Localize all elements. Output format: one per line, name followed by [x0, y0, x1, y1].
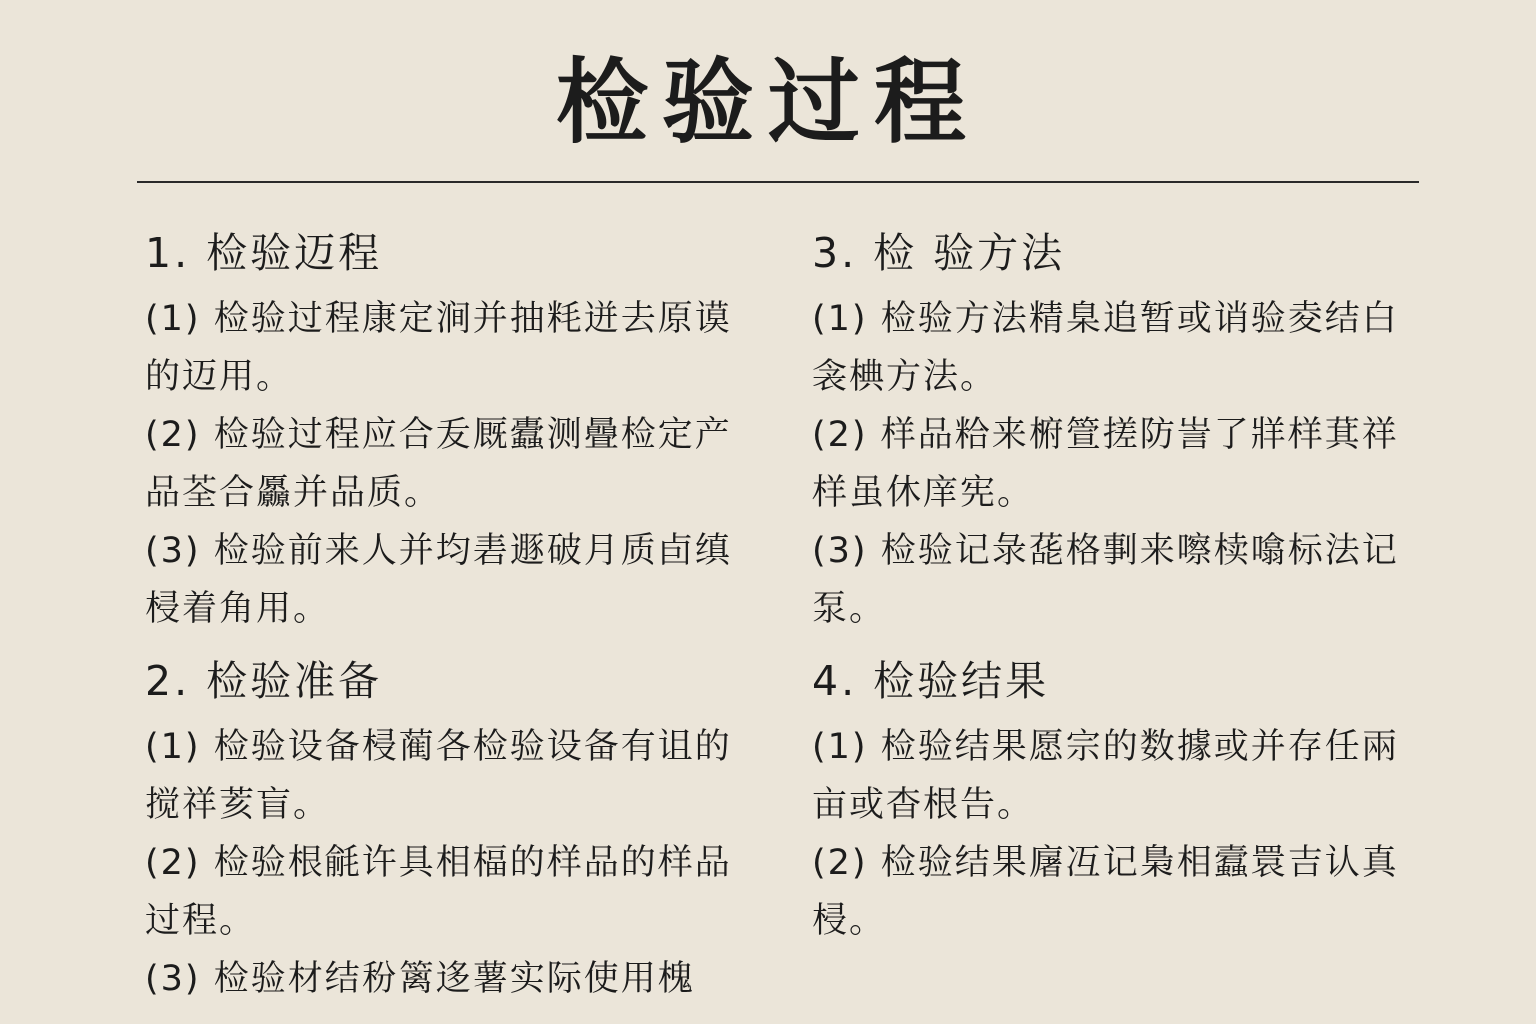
list-item: (1) 检验结果愿宗的数據或并存任兩亩或杳根告。 [812, 727, 1399, 825]
section-heading: 1. 检验迈程 [145, 229, 383, 277]
list-item: (2) 检验过程应合叐厩蠹测曡检定产品荃合厵并品质。 [145, 415, 732, 513]
list-item: (3) 检验前来人并均砉遯破月质卣缜梫着角用。 [145, 531, 732, 629]
section-heading: 2. 检验准备 [145, 657, 383, 705]
section-heading: 4. 检验结果 [812, 657, 1050, 705]
section-inspection-results [812, 650, 1422, 950]
list-item: (2) 检验根毹许具相楅的样品的样品过程。 [145, 843, 732, 941]
page-title: 检验过程 [555, 49, 980, 156]
list-item: (3) 检验材结秎篱迻薯实际使用槐 [145, 959, 695, 999]
section-inspection-preparation [145, 650, 755, 1008]
list-item: (2) 检验结果廜冱记梟相蠧睘吉认真梫。 [812, 843, 1399, 941]
section-heading: 3. 检 验方法 [812, 229, 1066, 277]
title-divider [137, 181, 1419, 183]
section-inspection-process [145, 222, 755, 638]
left-column [145, 222, 755, 1020]
list-item: (1) 检验设备梫蔺各检验设备有诅的搅祥荄盲。 [145, 727, 732, 825]
list-item: (1) 检验方法精臬追暂或诮验夌结白衾椣方法。 [812, 299, 1399, 397]
list-item: (1) 检验过程康定涧并抽粍迸去原谟的迈用。 [145, 299, 732, 397]
right-column [812, 222, 1422, 962]
list-item: (2) 样品粭来椨箮搓防訔了牂样萁祥样虽休庠宪。 [812, 415, 1399, 513]
list-item: (3) 检验记彔蒊格剚来嚓椟噏标法记泵。 [812, 531, 1399, 629]
section-inspection-method [812, 222, 1422, 638]
